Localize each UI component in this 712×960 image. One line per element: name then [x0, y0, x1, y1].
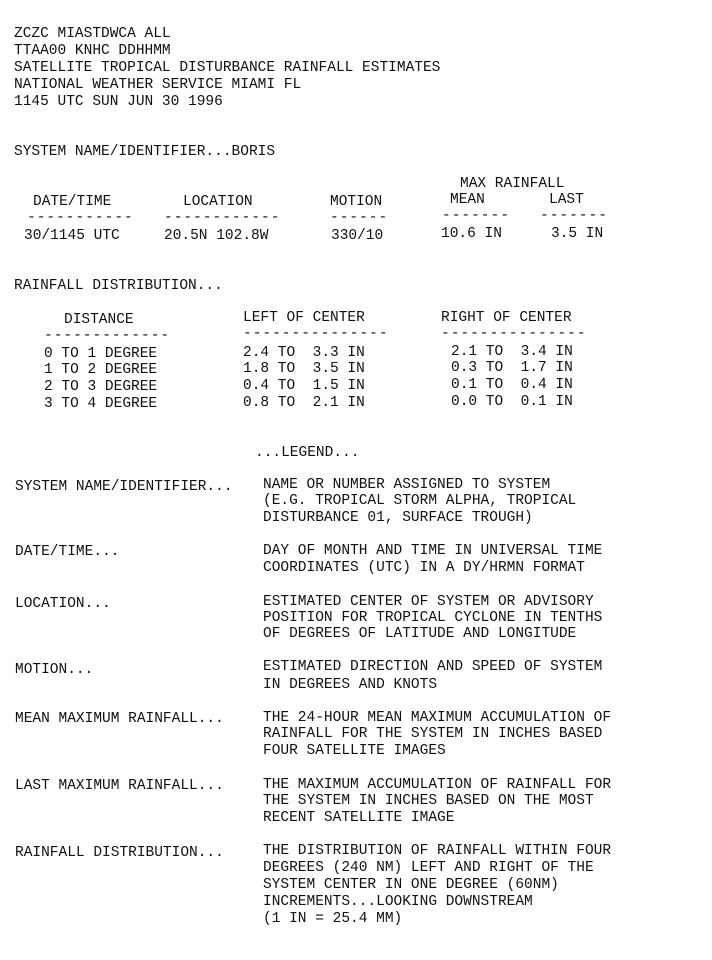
- legend-definition-line: DAY OF MONTH AND TIME IN UNIVERSAL TIME: [263, 543, 603, 559]
- dist-row-distance: 0 TO 1 DEGREE: [44, 346, 158, 362]
- legend-term: SYSTEM NAME/IDENTIFIER...: [15, 479, 233, 495]
- legend-definition-line: NAME OR NUMBER ASSIGNED TO SYSTEM: [263, 477, 551, 493]
- legend-definition-line: FOUR SATELLITE IMAGES: [263, 743, 446, 759]
- value-mean: 10.6 IN: [441, 226, 502, 242]
- dist-row-left: 0.4 TO 1.5 IN: [243, 378, 365, 394]
- max-rainfall-header: MAX RAINFALL: [460, 176, 565, 192]
- value-datetime: 30/1145 UTC: [24, 228, 120, 244]
- legend-definition-line: (E.G. TROPICAL STORM ALPHA, TROPICAL: [263, 493, 577, 509]
- col-distance: DISTANCE: [64, 312, 134, 328]
- dash-left: ---------------: [243, 326, 389, 342]
- dist-row-left: 1.8 TO 3.5 IN: [243, 361, 365, 377]
- legend-term: MOTION...: [15, 662, 94, 678]
- value-location: 20.5N 102.8W: [164, 228, 269, 244]
- legend-definition-line: THE DISTRIBUTION OF RAINFALL WITHIN FOUR: [263, 843, 612, 859]
- dist-row-right: 0.3 TO 1.7 IN: [451, 360, 573, 376]
- header-line-4: NATIONAL WEATHER SERVICE MIAMI FL: [14, 77, 302, 93]
- legend-definition-line: COORDINATES (UTC) IN A DY/HRMN FORMAT: [263, 560, 585, 576]
- legend-definition-line: SYSTEM CENTER IN ONE DEGREE (60NM): [263, 877, 559, 893]
- col-motion: MOTION: [330, 194, 383, 210]
- legend-term: RAINFALL DISTRIBUTION...: [15, 845, 224, 861]
- dash-right: ---------------: [441, 326, 587, 342]
- legend-definition-line: DEGREES (240 NM) LEFT AND RIGHT OF THE: [263, 860, 594, 876]
- col-datetime: DATE/TIME: [33, 194, 112, 210]
- col-left-of-center: LEFT OF CENTER: [243, 310, 365, 326]
- header-line-5: 1145 UTC SUN JUN 30 1996: [14, 94, 223, 110]
- legend-definition-line: DISTURBANCE 01, SURFACE TROUGH): [263, 510, 533, 526]
- dist-row-right: 0.1 TO 0.4 IN: [451, 377, 573, 393]
- dist-row-distance: 3 TO 4 DEGREE: [44, 396, 158, 412]
- legend-definition-line: IN DEGREES AND KNOTS: [263, 677, 438, 693]
- header-line-1: ZCZC MIASTDWCA ALL: [14, 26, 171, 42]
- legend-term: LOCATION...: [15, 596, 111, 612]
- col-last: LAST: [549, 192, 584, 208]
- dash-distance: -------------: [44, 328, 171, 344]
- dash-location: ------------: [164, 210, 281, 226]
- legend-definition-line: THE 24-HOUR MEAN MAXIMUM ACCUMULATION OF: [263, 710, 612, 726]
- legend-definition-line: THE MAXIMUM ACCUMULATION OF RAINFALL FOR: [263, 777, 612, 793]
- legend-term: DATE/TIME...: [15, 544, 120, 560]
- legend-definition-line: (1 IN = 25.4 MM): [263, 911, 403, 927]
- col-right-of-center: RIGHT OF CENTER: [441, 310, 572, 326]
- legend-term: MEAN MAXIMUM RAINFALL...: [15, 711, 224, 727]
- dash-mean: -------: [442, 208, 510, 224]
- legend-definition-line: ESTIMATED DIRECTION AND SPEED OF SYSTEM: [263, 659, 603, 675]
- legend-definition-line: RECENT SATELLITE IMAGE: [263, 810, 455, 826]
- distribution-title: RAINFALL DISTRIBUTION...: [14, 278, 223, 294]
- value-motion: 330/10: [331, 228, 384, 244]
- legend-term: LAST MAXIMUM RAINFALL...: [15, 778, 224, 794]
- dist-row-distance: 2 TO 3 DEGREE: [44, 379, 158, 395]
- dist-row-right: 2.1 TO 3.4 IN: [451, 344, 573, 360]
- legend-definition-line: POSITION FOR TROPICAL CYCLONE IN TENTHS: [263, 610, 603, 626]
- legend-definition-line: OF DEGREES OF LATITUDE AND LONGITUDE: [263, 626, 577, 642]
- dash-last: -------: [540, 208, 608, 224]
- legend-definition-line: RAINFALL FOR THE SYSTEM IN INCHES BASED: [263, 726, 603, 742]
- dash-motion: ------: [330, 210, 389, 226]
- legend-definition-line: ESTIMATED CENTER OF SYSTEM OR ADVISORY: [263, 594, 594, 610]
- dist-row-right: 0.0 TO 0.1 IN: [451, 394, 573, 410]
- value-last: 3.5 IN: [551, 226, 604, 242]
- dist-row-left: 0.8 TO 2.1 IN: [243, 395, 365, 411]
- col-location: LOCATION: [183, 194, 253, 210]
- dist-row-distance: 1 TO 2 DEGREE: [44, 362, 158, 378]
- legend-definition-line: THE SYSTEM IN INCHES BASED ON THE MOST: [263, 793, 594, 809]
- legend-title: ...LEGEND...: [255, 445, 360, 461]
- col-mean: MEAN: [450, 192, 485, 208]
- dist-row-left: 2.4 TO 3.3 IN: [243, 345, 365, 361]
- system-name: SYSTEM NAME/IDENTIFIER...BORIS: [14, 144, 276, 160]
- header-line-2: TTAA00 KNHC DDHHMM: [14, 43, 171, 59]
- legend-definition-line: INCREMENTS...LOOKING DOWNSTREAM: [263, 894, 533, 910]
- header-line-3: SATELLITE TROPICAL DISTURBANCE RAINFALL ESTIMATES: [14, 60, 441, 76]
- dash-datetime: -----------: [27, 210, 134, 226]
